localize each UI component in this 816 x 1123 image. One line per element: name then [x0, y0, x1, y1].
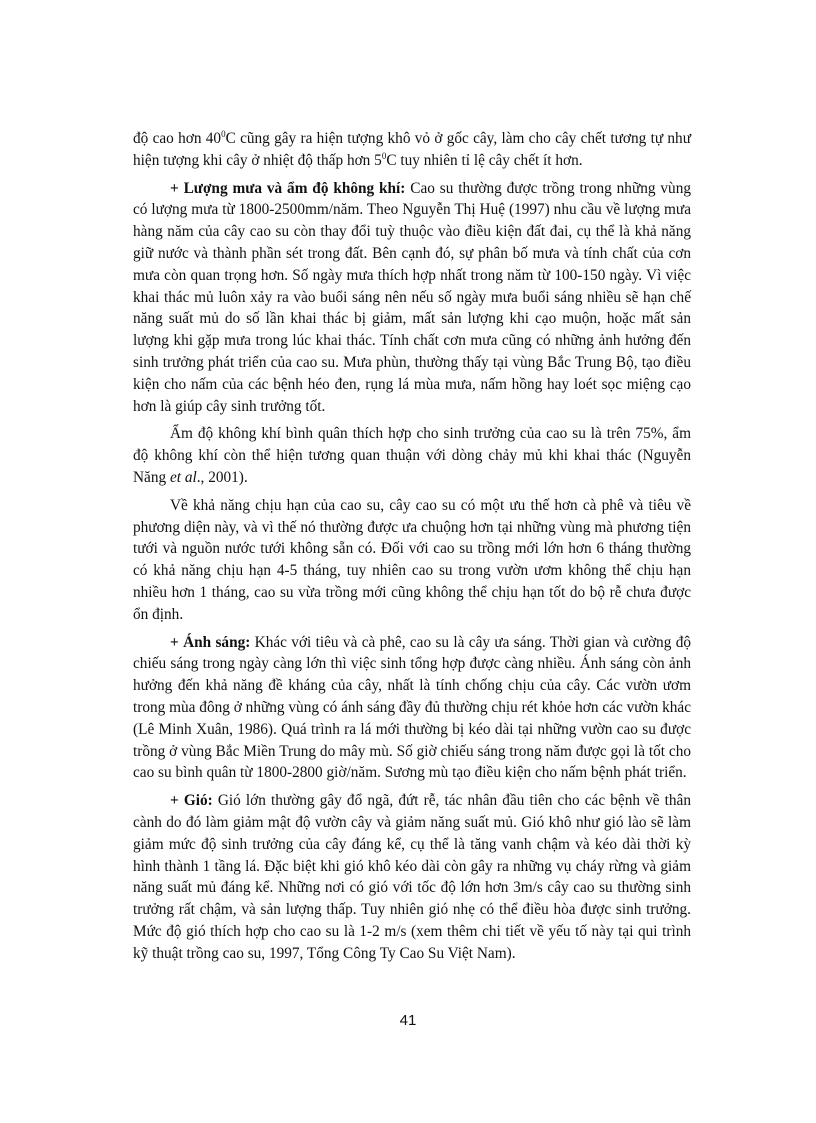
section-heading-light: + Ánh sáng:: [170, 633, 251, 651]
paragraph-light: [133, 632, 691, 785]
text-segment: độ cao hơn 40: [133, 130, 222, 147]
page-number: 41: [399, 1012, 417, 1029]
citation-et-al: et al: [169, 468, 197, 486]
section-heading-rainfall: + Lượng mưa và ẩm độ không khí:: [170, 179, 406, 197]
paragraph-text: Cao su thường được trồng trong những vùng có lượng mưa từ 1800-2500mm/năm. Theo Nguyễn Thị Huệ (1997) nhu cầu về lượng mưa hàng năm của cây cao su còn thay đổi tuỳ thuộc vào điều kiện đất đai, cụ thể là khả năng giữ nước và thành phần sét trong đất. Bên cạnh đó, sự phân bố mưa và tính chất của cơn mưa còn quan trọng hơn. Số ngày mưa thích hợp nhất trong năm từ 100-150 ngày. Vì việc khai thác mủ luôn xảy ra vào buổi sáng nên nếu số ngày mưa buổi sáng nhiều sẽ hạn chế năng suất mủ do số lần khai thác bị giảm, mất sản lượng khi cạo muộn, hoặc mất sản lượng khi gặp mưa trong lúc khai thác. Tính chất cơn mưa cũng có những ảnh hưởng đến sinh trưởng phát triển của cao su. Mưa phùn, thường thấy tại vùng Bắc Trung Bộ, tạo điều kiện cho nấm của các bệnh héo đen, rụng lá mùa mưa, nấm hồng hay loét sọc miệng cạo hơn là giúp cây sinh trưởng tốt.: [133, 179, 691, 415]
paragraph-wind: [133, 790, 691, 964]
degree-superscript: 0: [221, 128, 226, 139]
paragraph-air-humidity: [133, 423, 691, 488]
paragraph-text: Khác với tiêu và cà phê, cao su là cây ưa sáng. Thời gian và cường độ chiếu sáng trong ngày càng lớn thì việc sinh tổng hợp được càng nhiều. Ánh sáng còn ảnh hưởng đến khả năng đề kháng của cây, nhất là tính chống chịu của cây. Các vườn ươm trong mùa đông ở những vùng có ánh sáng đầy đủ thường chịu rét khỏe hơn các vườn khác (Lê Minh Xuân, 1986). Quá trình ra lá mới thường bị kéo dài tại những vườn cao su được trồng ở vùng Bắc Miền Trung do mây mù. Số giờ chiếu sáng trong năm được gọi là tốt cho cao su bình quân từ 1800-2800 giờ/năm. Sương mù tạo điều kiện cho nấm bệnh phát triển.: [133, 633, 691, 782]
paragraph-drought-tolerance: [133, 495, 691, 626]
section-heading-wind: + Gió:: [170, 792, 213, 810]
paragraph-rainfall-humidity: [133, 178, 691, 418]
text-segment: C tuy nhiên tỉ lệ cây chết ít hơn.: [386, 151, 583, 169]
paragraph-text: Gió lớn thường gây đổ ngã, đứt rễ, tác nhân đầu tiên cho các bệnh về thân cành do đó làm giảm mật độ vườn cây và giảm năng suất mủ. Gió khô như gió lào sẽ làm giảm mức độ sinh trưởng của cây đáng kể, cụ thể là tăng vanh chậm và kéo dài thời kỳ hình thành 1 tầng lá. Đặc biệt khi gió khô kéo dài còn gây ra những vụ cháy rừng và giảm năng suất mủ đáng kể. Những nơi có gió với tốc độ lớn hơn 3m/s cây cao su thường sinh trưởng rất chậm, và sản lượng thấp. Tuy nhiên gió nhẹ có thể điều hòa được sinh trưởng. Mức độ gió thích hợp cho cao su là 1-2 m/s (xem thêm chi tiết về yếu tố này tại qui trình kỹ thuật trồng cao su, 1997, Tổng Công Ty Cao Su Việt Nam).: [133, 792, 691, 962]
text-segment: ., 2001).: [196, 468, 248, 486]
paragraph-text: Về khả năng chịu hạn của cao su, cây cao su có một ưu thế hơn cà phê và tiêu về phương diện này, và vì thế nó thường được ưa chuộng hơn tại những vùng mà phương tiện tưới và nguồn nước tưới không sẵn có. Đối với cao su trồng mới lớn hơn 6 tháng thường có khả năng chịu hạn 4-5 tháng, tuy nhiên cao su trong vườn ươm không thể chịu hạn nhiều hơn 1 tháng, cao su vừa trồng mới cũng không thể chịu hạn tốt do bộ rễ chưa được ổn định.: [133, 496, 691, 623]
document-body: [133, 128, 691, 970]
degree-superscript: 0: [381, 150, 387, 161]
text-segment: Ẩm độ không khí bình quân thích hợp cho sinh trưởng của cao su là trên 75%, ẩm độ không khí còn thể hiện tương quan thuận với dòng chảy mủ khi khai thác (Nguyễn Năng: [133, 425, 691, 486]
paragraph-temperature-continued: [133, 128, 691, 172]
text-segment: C cũng gây ra hiện tượng khô vỏ ở gốc cây, làm cho cây chết tương tự như hiện tượng khi cây ở nhiệt độ thấp hơn 5: [133, 130, 691, 169]
